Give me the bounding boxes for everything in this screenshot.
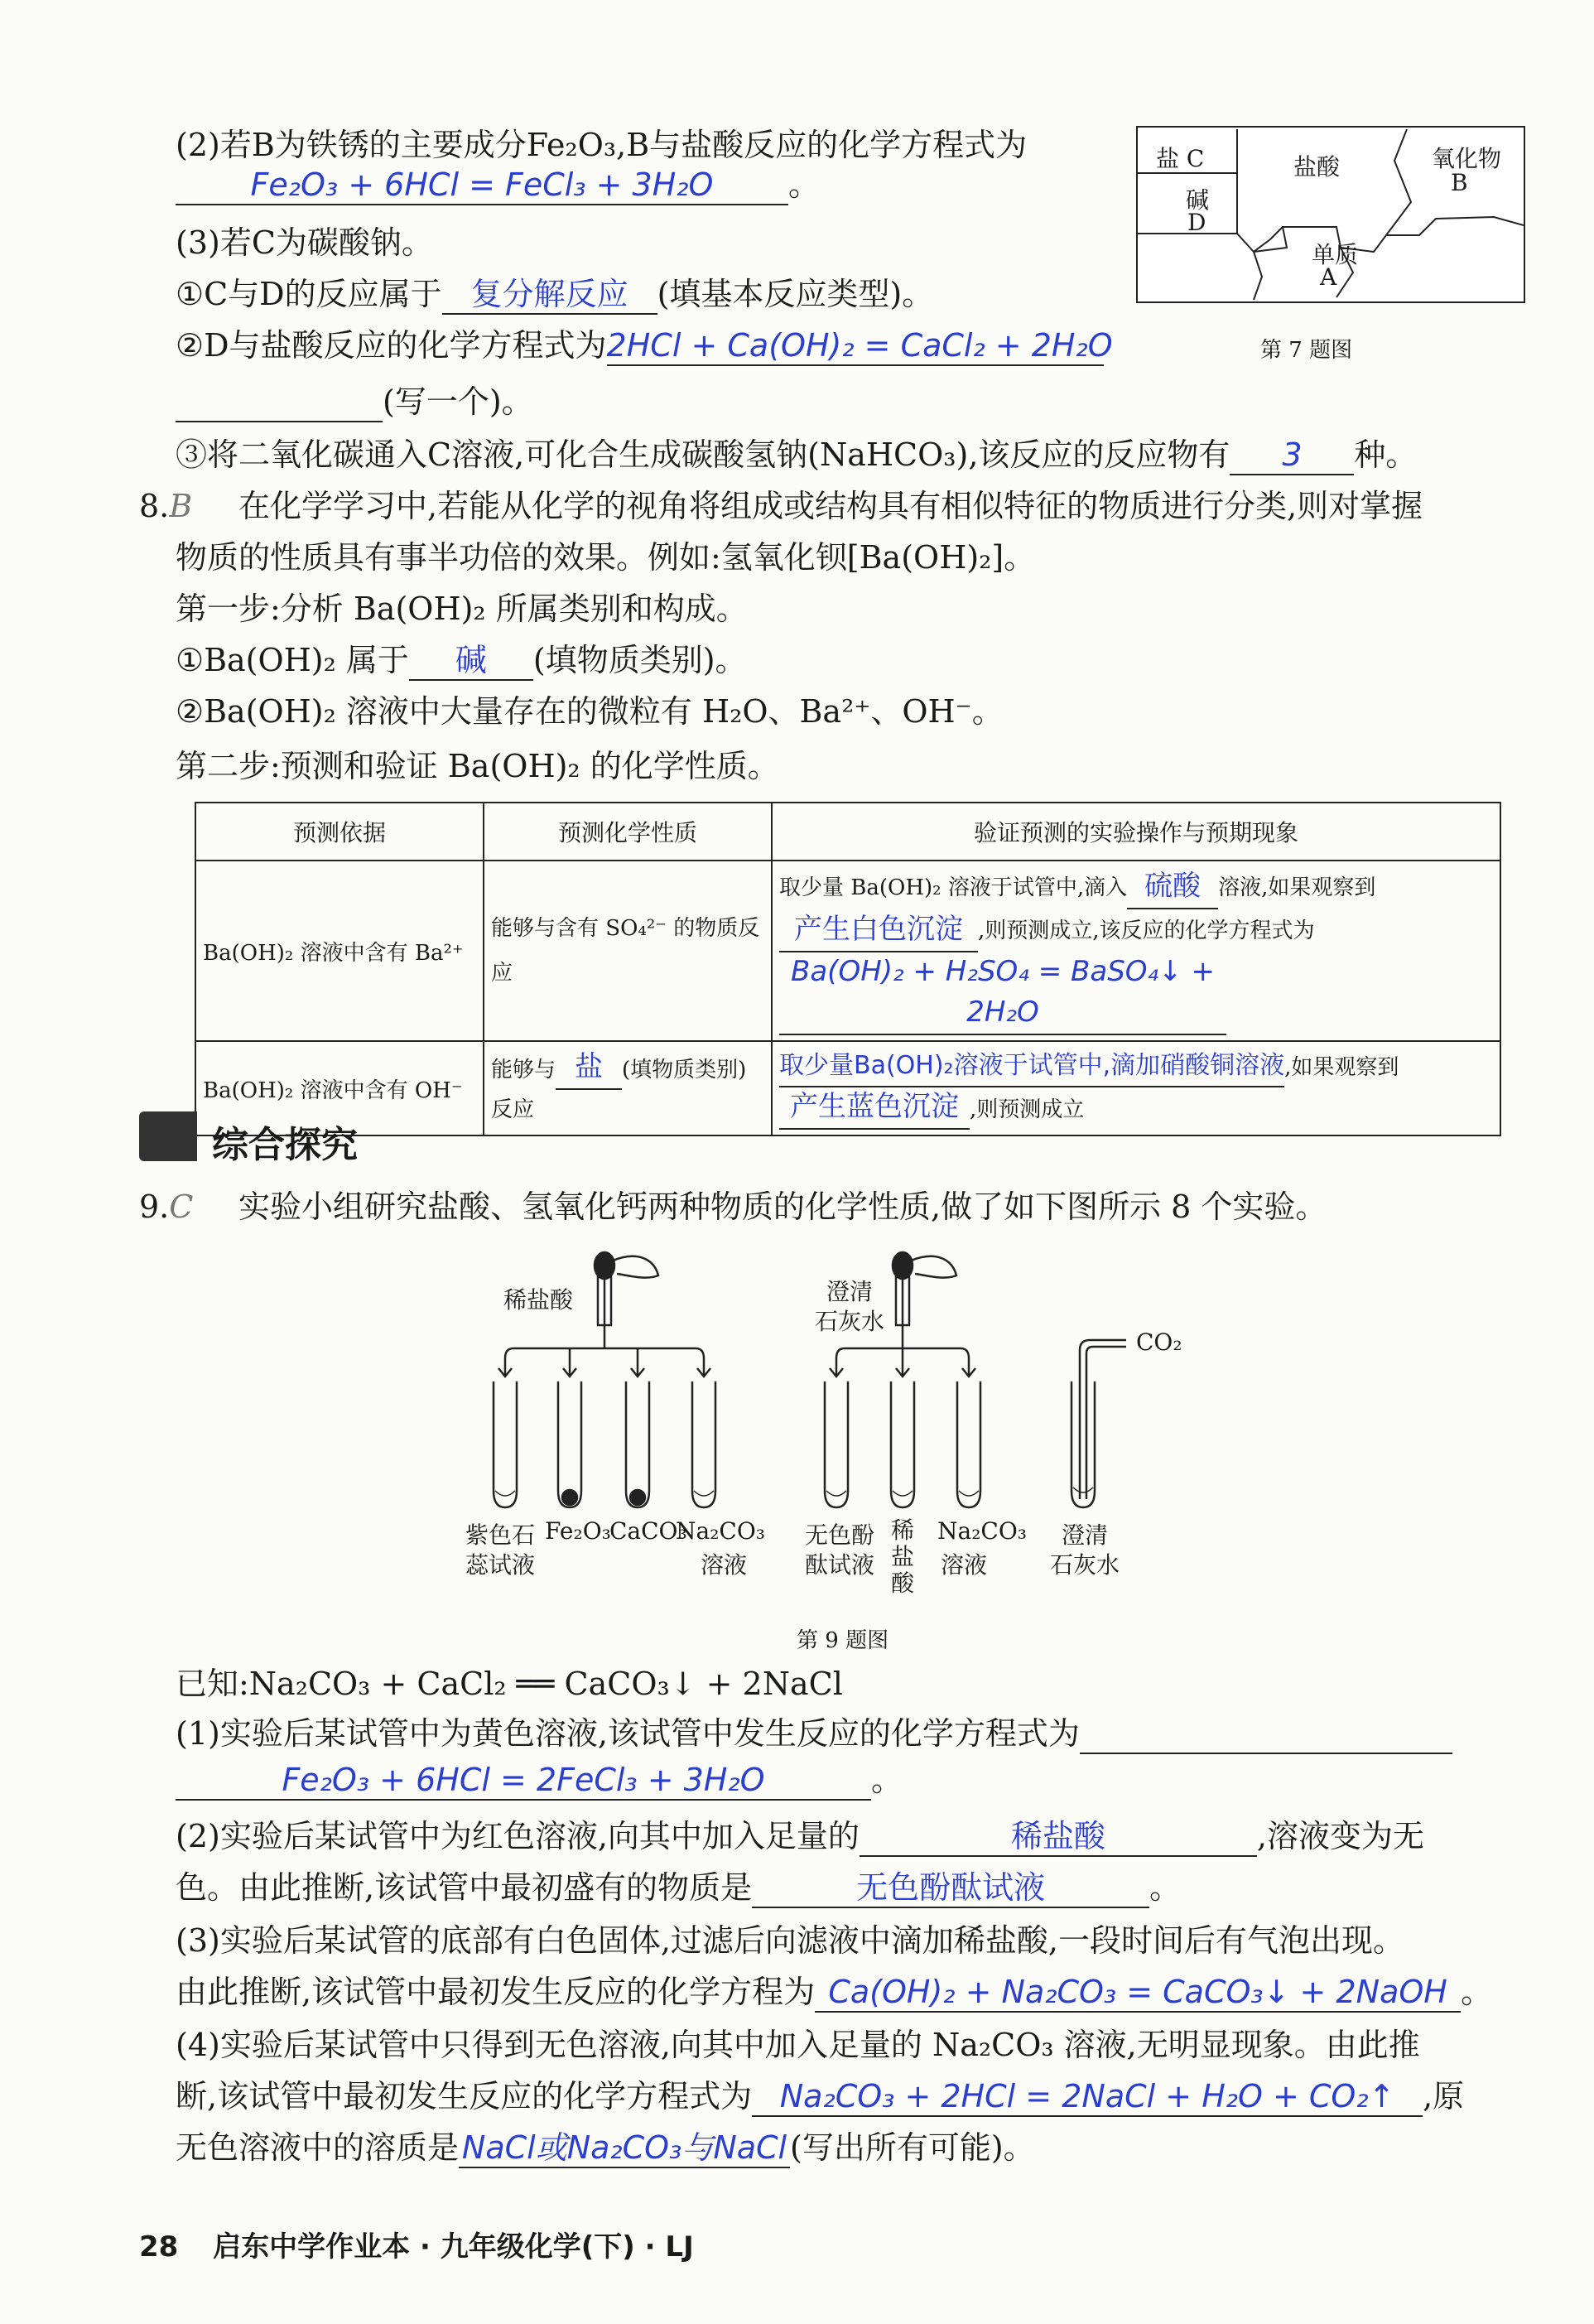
table-cell: 取少量 Ba(OH)₂ 溶液于试管中,滴入 硫酸 溶液,如果观察到 产生白色沉淀 ,则预测成立,该反应的化学方程式为 Ba(OH)₂ + H₂SO₄ = BaSO₄↓ + 2H₂O <box>772 861 1500 1041</box>
q7-part3-line: (3)若C为碳酸钠。 <box>176 224 433 261</box>
q8-s1-line: ①Ba(OH)₂ 属于 碱 (填物质类别)。 <box>176 639 747 681</box>
q9-fig-t4a: Na₂CO₃ <box>676 1517 766 1545</box>
q9-fig-t6: 稀盐酸 <box>891 1516 915 1597</box>
q8-step2: 第二步:预测和验证 Ba(OH)₂ 的化学性质。 <box>176 748 779 784</box>
tube-na2co3-2 <box>957 1381 980 1507</box>
table-cell: 能够与 盐 (填物质类别)反应 <box>484 1041 772 1135</box>
q7-figure <box>1136 126 1525 303</box>
q9-fig-t7a: Na₂CO₃ <box>937 1517 1028 1545</box>
section-header <box>139 1111 412 1166</box>
page-number: 28 <box>139 2230 179 2264</box>
q8-number: 8.B <box>139 488 193 524</box>
tube-limewater-co2 <box>1071 1340 1126 1507</box>
table-header: 预测化学性质 <box>484 803 772 861</box>
q9-fig-co2: CO₂ <box>1136 1328 1182 1356</box>
book-title: 启东中学作业本 · 九年级化学(下) · LJ <box>213 2230 694 2264</box>
q8-r2-blank[interactable]: 盐 <box>556 1048 622 1090</box>
q7-fig-salt-c: 盐 C <box>1156 145 1205 172</box>
q9-fig-t5a: 无色酚 <box>805 1521 875 1549</box>
q9-intro: 实验小组研究盐酸、氢氧化钙两种物质的化学性质,做了如下图所示 8 个实验。 <box>238 1189 1327 1225</box>
q9-figure-caption: 第 9 题图 <box>797 1628 889 1653</box>
q7-s1-line: ①C与D的反应属于 复分解反应 (填基本反应类型)。 <box>176 273 933 315</box>
table-header: 预测依据 <box>195 803 484 861</box>
q7-fig-base-d: D <box>1187 209 1206 236</box>
tube-na2co3 <box>692 1381 715 1507</box>
q8-s2-line: ②Ba(OH)₂ 溶液中大量存在的微粒有 H₂O、Ba²⁺、OH⁻。 <box>176 693 1004 730</box>
q9-p1-blank[interactable]: Fe₂O₃ + 6HCl = 2FeCl₃ + 3H₂O <box>176 1761 871 1801</box>
q9-fig-t8b: 石灰水 <box>1050 1551 1120 1579</box>
q9-fig-reagent2a: 澄清 <box>826 1278 874 1305</box>
q7-fig-oxide: 氧化物 <box>1432 145 1502 172</box>
q9-p1-blank-head[interactable] <box>1080 1753 1452 1754</box>
q9-level: C <box>169 1189 194 1225</box>
table-row <box>195 861 1500 1041</box>
q7-fig-base: 碱 <box>1186 186 1210 214</box>
q9-p2-line: (2)实验后某试管中为红色溶液,向其中加入足量的 稀盐酸 ,溶液变为无 <box>176 1815 1424 1857</box>
q9-p3-line: (3)实验后某试管的底部有白色固体,过滤后向滤液中滴加稀盐酸,一段时间后有气泡出现。 <box>176 1922 1404 1959</box>
q9-p4-blank[interactable]: Na₂CO₃ + 2HCl = 2NaCl + H₂O + CO₂↑ <box>752 2077 1423 2117</box>
table-cell: 能够与含有 SO₄²⁻ 的物质反应 <box>484 861 772 1041</box>
q9-fig-t8a: 澄清 <box>1062 1521 1109 1549</box>
q7-s2-blank-tail[interactable] <box>176 421 383 422</box>
table-header-row <box>195 803 1500 861</box>
q7-part2-answer-line: Fe₂O₃ + 6HCl = FeCl₃ + 3H₂O 。 <box>176 164 820 205</box>
q8-prediction-table <box>195 802 1501 1136</box>
q7-part2-line: (2)若B为铁锈的主要成分Fe₂O₃,B与盐酸反应的化学方程式为 <box>176 127 1028 163</box>
q9-p3-blank[interactable]: Ca(OH)₂ + Na₂CO₃ = CaCO₃↓ + 2NaOH <box>815 1973 1461 2013</box>
q9-p4-blank2[interactable]: NaCl或Na₂CO₃与NaCl <box>459 2129 790 2168</box>
q7-fig-acid: 盐酸 <box>1293 153 1341 181</box>
q7-part2-blank[interactable]: Fe₂O₃ + 6HCl = FeCl₃ + 3H₂O <box>176 166 788 205</box>
q8-r1-blank3[interactable]: Ba(OH)₂ + H₂SO₄ = BaSO₄↓ + 2H₂O <box>779 952 1226 1035</box>
q8-s1-blank[interactable]: 碱 <box>409 641 533 681</box>
section-band <box>139 1111 197 1161</box>
q9-fig-t5b: 酞试液 <box>805 1551 875 1579</box>
q9-fig-t1b: 蕊试液 <box>465 1551 536 1579</box>
branch-lines-1 <box>498 1333 710 1377</box>
q9-p2-blank1[interactable]: 稀盐酸 <box>860 1817 1257 1857</box>
q9-p4-line3: 无色溶液中的溶质是 NaCl或Na₂CO₃与NaCl (写出所有可能)。 <box>176 2127 1035 2168</box>
dropper-icon <box>893 1252 956 1333</box>
q9-known: 已知:Na₂CO₃ + CaCl₂ ══ CaCO₃↓ + 2NaCl <box>176 1666 843 1702</box>
tube-dilute-hcl <box>891 1381 914 1507</box>
q8-r2-blank2[interactable]: 产生蓝色沉淀 <box>779 1087 970 1130</box>
table-cell: Ba(OH)₂ 溶液中含有 OH⁻ <box>195 1041 484 1135</box>
table-cell: 取少量Ba(OH)₂溶液于试管中,滴加硝酸铜溶液,如果观察到 产生蓝色沉淀 ,则预测成立 <box>772 1041 1500 1135</box>
q7-fig-element: 单质 <box>1312 241 1359 268</box>
q7-figure-caption: 第 7 题图 <box>1260 338 1353 363</box>
q7-fig-oxide-b: B <box>1451 169 1468 196</box>
q7-s3-blank[interactable]: 3 <box>1230 436 1354 475</box>
q7-s2-cont-line: (写一个)。 <box>176 381 533 422</box>
q9-p1-answer-line: Fe₂O₃ + 6HCl = 2FeCl₃ + 3H₂O 。 <box>176 1759 903 1801</box>
q9-fig-t2: Fe₂O₃ <box>545 1517 611 1545</box>
q9-number: 9.C <box>139 1189 194 1225</box>
q7-s2-line: ②D与盐酸反应的化学方程式为2HCl + Ca(OH)₂ = CaCl₂ + 2H₂O <box>176 325 1104 366</box>
q8-r1-blank1[interactable]: 硫酸 <box>1127 867 1218 909</box>
q9-fig-t7b: 溶液 <box>941 1551 988 1579</box>
q9-p3-line2: 由此推断,该试管中最初发生反应的化学方程为 Ca(OH)₂ + Na₂CO₃ = CaCO₃↓ + 2NaOH 。 <box>176 1971 1492 2013</box>
q9-fig-t4b: 溶液 <box>701 1551 748 1579</box>
q9-p2-blank2[interactable]: 无色酚酞试液 <box>752 1868 1149 1908</box>
q8-line2: 物质的性质具有事半功倍的效果。例如:氢氧化钡[Ba(OH)₂]。 <box>176 539 1036 576</box>
q8-r2-blank1[interactable]: 取少量Ba(OH)₂溶液于试管中,滴加硝酸铜溶液 <box>779 1047 1284 1087</box>
q8-line1: 在化学学习中,若能从化学的视角将组成或结构具有相似特征的物质进行分类,则对掌握 <box>238 488 1423 524</box>
q9-p4-line2: 断,该试管中最初发生反应的化学方程式为 Na₂CO₃ + 2HCl = 2NaCl + H₂O + CO₂↑ ,原 <box>176 2076 1464 2117</box>
q7-s1-blank[interactable]: 复分解反应 <box>442 275 657 315</box>
q7-s2-blank[interactable]: 2HCl + Ca(OH)₂ = CaCl₂ + 2H₂O <box>607 326 1104 366</box>
q9-figure <box>447 1242 1292 1632</box>
dropper-icon <box>595 1252 658 1333</box>
page-footer <box>139 2224 694 2264</box>
section-title: 综合探究 <box>212 1124 358 1166</box>
branch-lines-2 <box>830 1333 975 1377</box>
table-header: 验证预测的实验操作与预期现象 <box>772 803 1500 861</box>
tube-purple-litmus <box>494 1381 517 1507</box>
tube-fe2o3 <box>558 1381 581 1507</box>
q7-s3-line: ③将二氧化碳通入C溶液,可化合生成碳酸氢钠(NaHCO₃),该反应的反应物有 3 种。 <box>176 434 1417 475</box>
q9-fig-t1a: 紫色石 <box>465 1521 536 1549</box>
q8-r1-blank2[interactable]: 产生白色沉淀 <box>779 910 978 952</box>
q9-fig-t3: CaCO₃ <box>609 1517 687 1545</box>
q9-p4-line: (4)实验后某试管中只得到无色溶液,向其中加入足量的 Na₂CO₃ 溶液,无明显现象。由此推 <box>176 2027 1420 2063</box>
q7-fig-element-a: A <box>1320 263 1337 291</box>
q9-fig-reagent1: 稀盐酸 <box>503 1286 574 1314</box>
q9-fig-reagent2b: 石灰水 <box>815 1308 885 1335</box>
table-cell: Ba(OH)₂ 溶液中含有 Ba²⁺ <box>195 861 484 1041</box>
q8-step1: 第一步:分析 Ba(OH)₂ 所属类别和构成。 <box>176 591 748 627</box>
q8-level: B <box>169 488 193 524</box>
q9-p2-line2: 色。由此推断,该试管中最初盛有的物质是 无色酚酞试液 。 <box>176 1867 1181 1908</box>
tube-phenolphthalein <box>825 1381 848 1507</box>
q9-p1-line: (1)实验后某试管中为黄色溶液,该试管中发生反应的化学方程式为 <box>176 1713 1452 1754</box>
tube-caco3 <box>626 1381 649 1507</box>
